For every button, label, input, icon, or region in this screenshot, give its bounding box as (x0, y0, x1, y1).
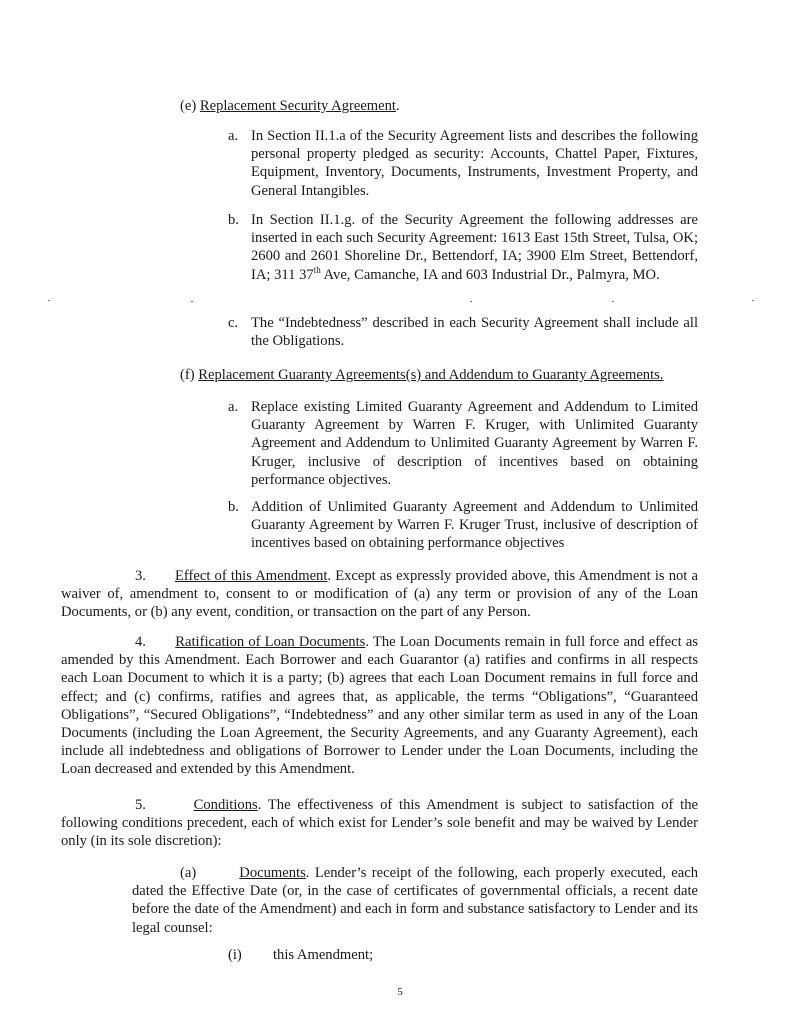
section-e-marker: (e) (180, 98, 197, 114)
section-3-paragraph (61, 567, 698, 622)
section-5-number: 5. (135, 797, 146, 813)
section-4-number: 4. (135, 634, 146, 650)
scan-speck (752, 300, 754, 301)
section-e-item-c-text: The “Indebtedness” described in each Security Agreement shall include all the Obligations. (251, 315, 698, 350)
section-3-text: . Except as expressly provided above, this Amendment is not a waiver of, amendment to, consent to or modification of (a) any term or provision of any of the Loan Documents, or (b) any event, condition, or transaction on the part of any Person. (61, 568, 698, 621)
section-e-item-b-text-part1: In Section II.1.g. of the Security Agreement the following addresses are inserted in each such Security Agreement: 1613 East 15th Street, Tulsa, OK; 2600 and 2601 Shoreline Dr., Bettendorf, IA; 3900 Elm Street, Bettendorf, IA; 311 37 (251, 212, 698, 283)
scan-speck (612, 301, 614, 302)
section-f-marker: (f) (180, 367, 195, 383)
section-5-heading: Conditions (193, 797, 258, 813)
section-5a-paragraph (132, 864, 698, 937)
section-e-title-suffix: . (396, 98, 400, 114)
section-f-item-b-marker: b. (228, 499, 239, 515)
section-5-paragraph (61, 796, 698, 851)
section-f-item-b-text: Addition of Unlimited Guaranty Agreement and Addendum to Unlimited Guaranty Agreement by Warren F. Kruger Trust, inclusive of description of incentives based on obtaining performance objectives (251, 499, 698, 552)
section-f-title: Replacement Guaranty Agreements(s) and Addendum to Guaranty Agreements. (198, 367, 664, 383)
section-f-item-a-text: Replace existing Limited Guaranty Agreement and Addendum to Limited Guaranty Agreement by Warren F. Kruger, with Unlimited Guaranty Agreement and Addendum to Unlimited Guaranty Agreement by Warren F. Kruger, inclusive of description of incentives based on obtaining performance objectives. (251, 399, 698, 488)
section-3-heading: Effect of this Amendment (175, 568, 328, 584)
section-e-item-b-sup: th (313, 264, 321, 275)
page-number: 5 (397, 986, 403, 998)
section-5-text: . The effectiveness of this Amendment is subject to satisfaction of the following conditions precedent, each of which exist for Lender’s sole benefit and may be waived by Lender only (in its sole discretion): (61, 797, 699, 850)
section-e-item-b-text (251, 211, 698, 284)
scan-speck (470, 301, 472, 302)
section-f-heading (180, 366, 664, 384)
section-3-number: 3. (135, 568, 146, 584)
section-5a-text: . Lender’s receipt of the following, each properly executed, each dated the Effective Date (or, in the case of certificates of governmental officials, a recent date before the date of the Amendment) and each in form and substance satisfactory to Lender and its legal counsel: (132, 865, 698, 936)
section-4-paragraph (61, 633, 698, 779)
section-f-item-a-marker: a. (228, 399, 239, 415)
scan-speck (191, 301, 193, 302)
section-5a-marker: (a) (180, 865, 197, 881)
section-e-heading (180, 97, 400, 115)
section-4-heading: Ratification of Loan Documents (175, 634, 366, 650)
section-e-item-b-marker: b. (228, 212, 239, 228)
scan-speck (48, 300, 50, 301)
section-e-item-c-marker: c. (228, 315, 239, 331)
section-5a-heading: Documents (239, 865, 306, 881)
section-4-text: . The Loan Documents remain in full force and effect as amended by this Amendment. Each Borrower and each Guarantor (a) ratifies and confirms in all respects each Loan Document to which it is a party; (b) agrees that each Loan Document remains in full force and effect; and (c) confirms, ratifies and agrees that, as applicable, the terms “Obligations”, “Guaranteed Obligations”, “Secured Obligations”, “Indebtedness” and any other similar term as used in any of the Loan Documents (including the Loan Agreement, the Security Agreements, and any Guaranty Agreement), each include all indebtedness and obligations of Borrower to Lender under the Loan Documents, including the Loan decreased and extended by this Amendment. (61, 634, 699, 778)
section-e-item-a-text: In Section II.1.a of the Security Agreement lists and describes the following personal property pledged as security: Accounts, Chattel Paper, Fixtures, Equipment, Inventory, Documents, Instruments, Investment Property, and General Intangibles. (251, 128, 698, 199)
section-e-item-a-marker: a. (228, 128, 239, 144)
section-5i-text: this Amendment; (273, 947, 374, 963)
section-5i-marker: (i) (228, 947, 242, 963)
section-e-title: Replacement Security Agreement (199, 98, 396, 114)
section-e-item-b-text-part2: Ave, Camanche, IA and 603 Industrial Dr., Palmyra, MO. (320, 266, 660, 283)
